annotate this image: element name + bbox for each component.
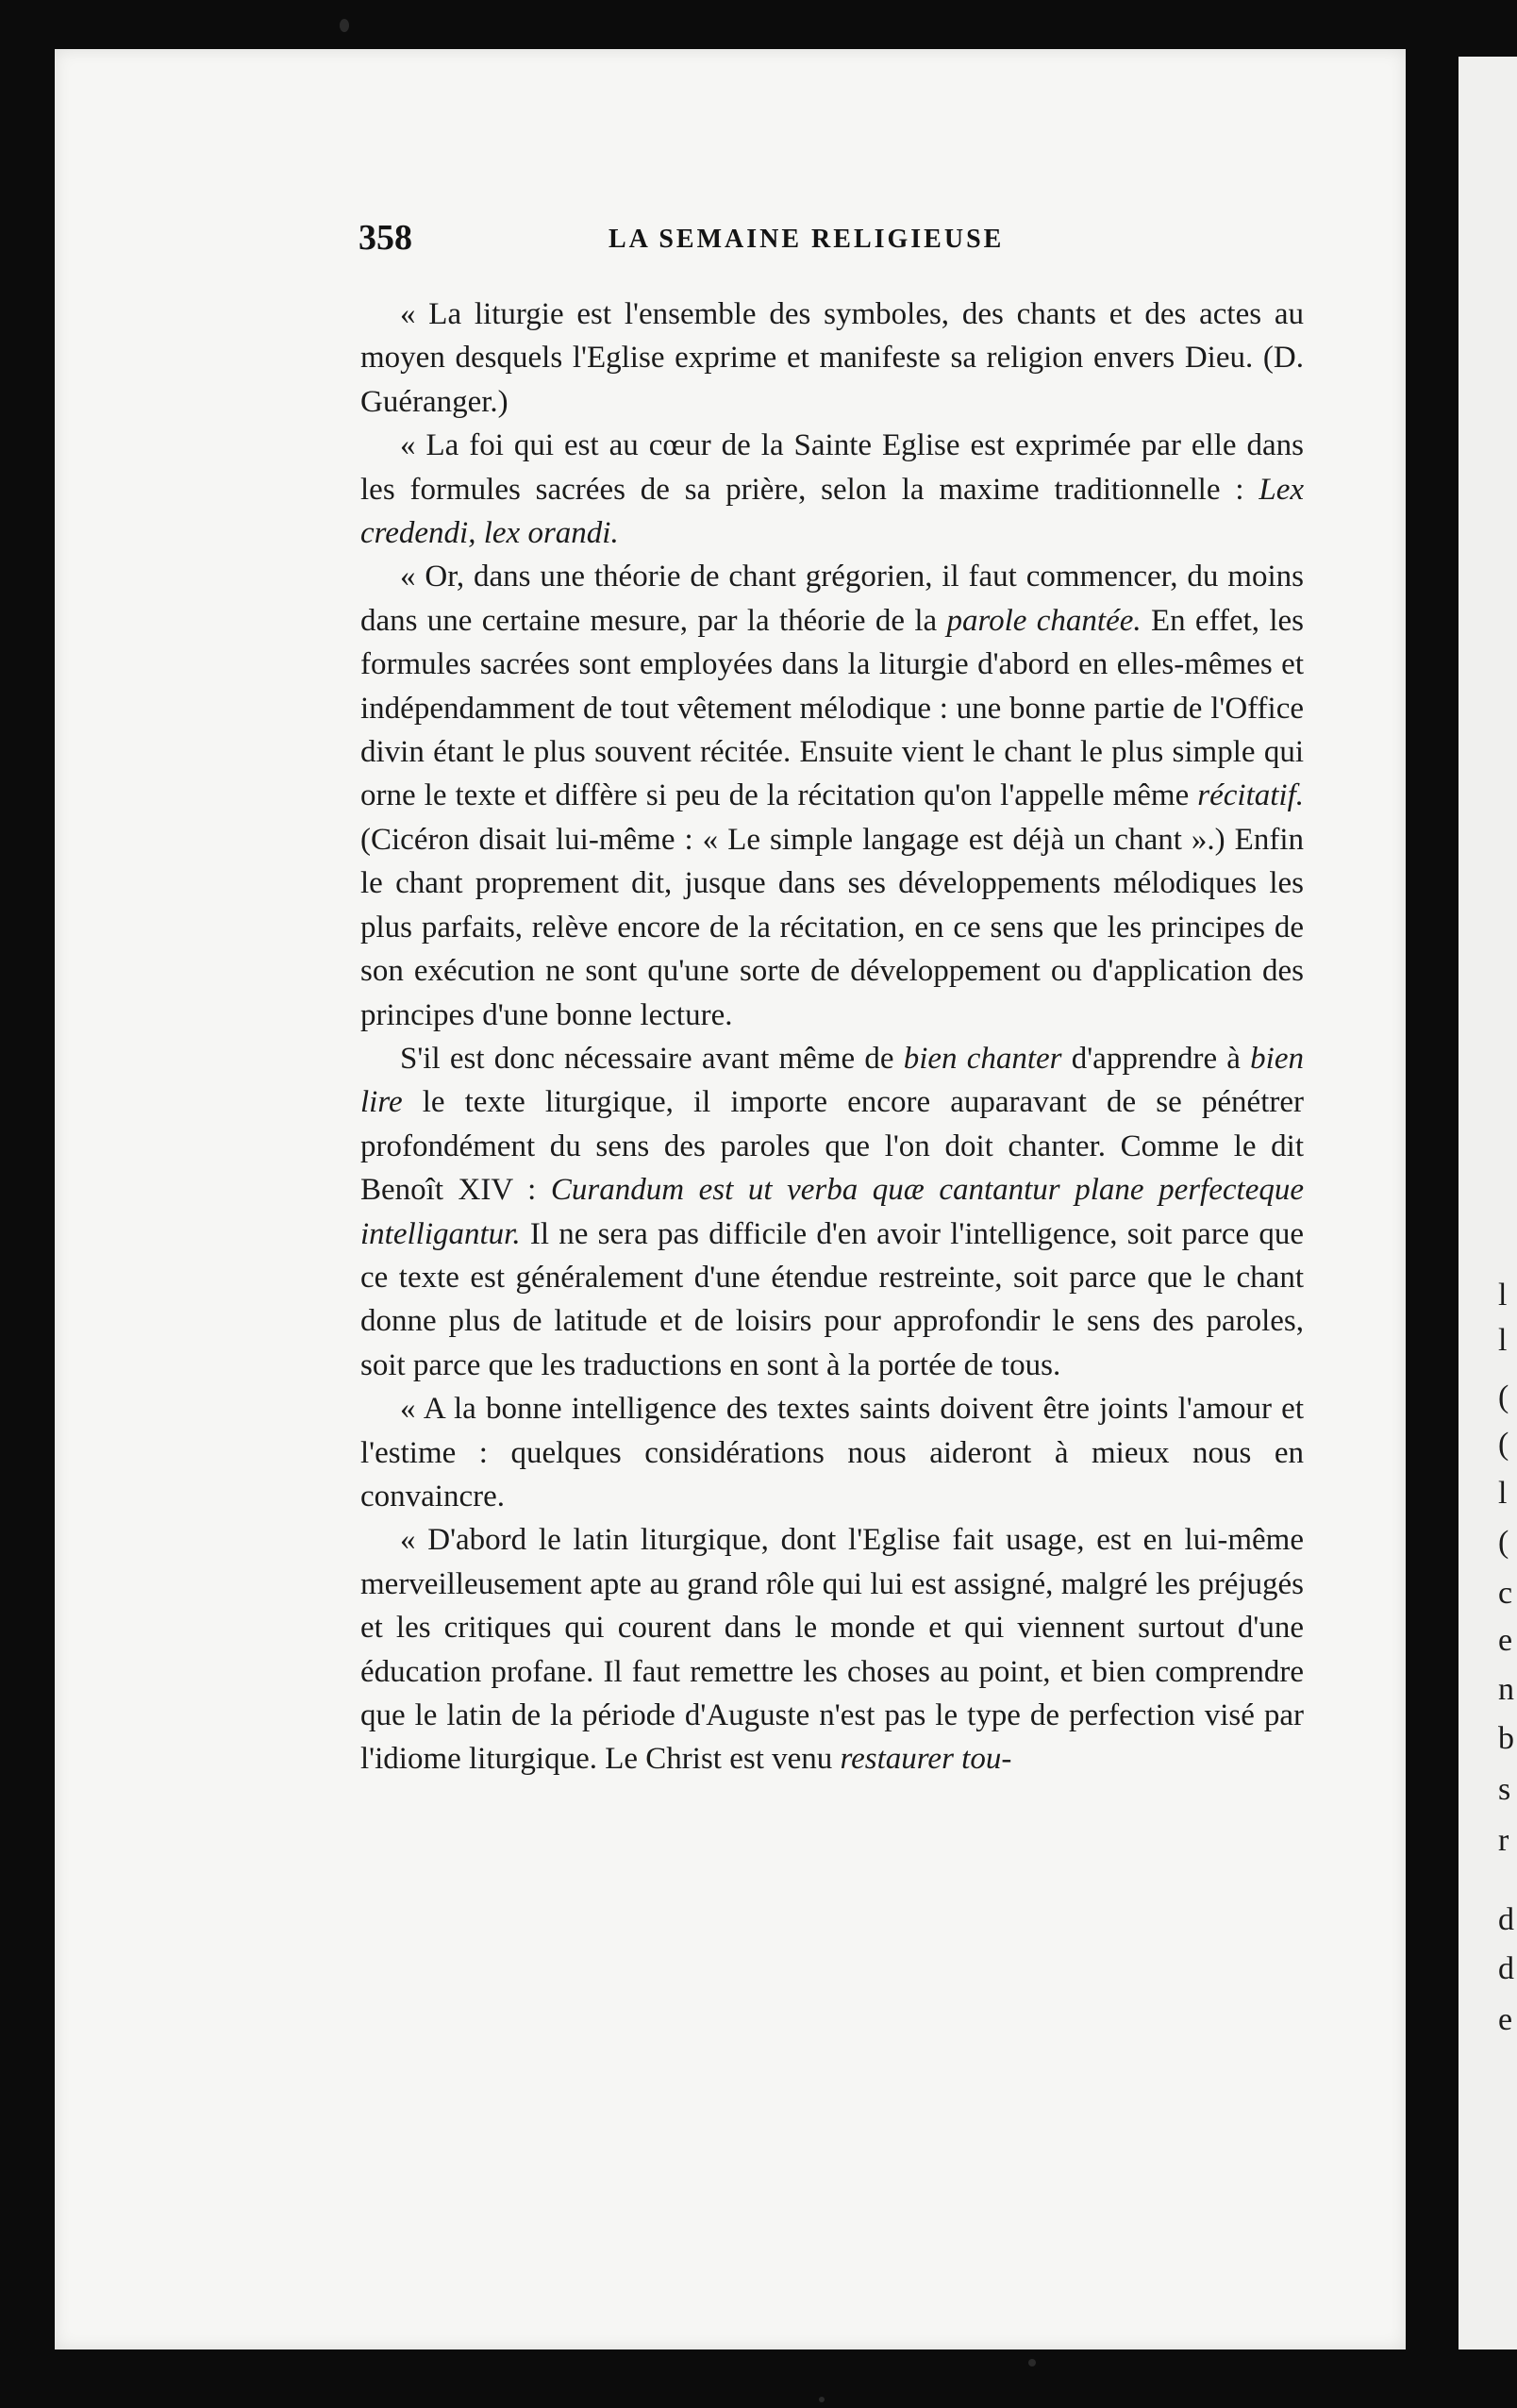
text-run: Il ne sera pas difficile d'en avoir l'intelligence, soit parce que ce texte est généralement d'une étendue restreinte, soit parce que le chant donne plus de latitude et de loisirs pour approfondir le sens des paroles, soit parce que les traductions en sont à la portée de tous. (360, 1216, 1304, 1382)
paragraph (360, 1037, 1304, 1387)
edge-letter: e (1498, 1623, 1513, 1658)
page-number: 358 (358, 218, 412, 258)
edge-letter: n (1498, 1672, 1514, 1707)
edge-letter: l (1498, 1476, 1508, 1511)
italic-text: Lex credendi, lex orandi. (360, 472, 1304, 551)
text-run: d'apprendre à (1061, 1041, 1251, 1076)
text-run: En effet, les formules sacrées sont employées dans la liturgie d'abord en elles-mêmes et indépendamment de tout vêtement mélodique : une bonne partie de l'Office divin étant le plus souvent récitée. Ensuite vient le chant le plus simple qui orne le texte et diffère si peu de la récitation qu'on l'appelle même (360, 603, 1304, 813)
text-run: « La foi qui est au cœur de la Sainte Eglise est exprimée par elle dans les formules sacrées de sa prière, selon la maxime traditionnelle : (360, 428, 1304, 507)
edge-letter: d (1498, 1951, 1514, 1986)
edge-letter: ( (1498, 1427, 1509, 1462)
scan-speck (1028, 2359, 1036, 2366)
paragraph (360, 424, 1304, 555)
page-body-text (360, 293, 1304, 1781)
adjacent-page-edge (1459, 57, 1517, 2349)
scan-speck (340, 19, 349, 32)
edge-letter: l (1498, 1278, 1508, 1313)
page-header (358, 217, 1330, 264)
text-run: « La liturgie est l'ensemble des symboles, des chants et des actes au moyen desquels l'Eglise exprime et manifeste sa religion envers Dieu. (D. Guéranger.) (360, 297, 1304, 419)
italic-text: bien chanter (903, 1041, 1062, 1076)
italic-text: récitatif. (1197, 778, 1304, 813)
italic-text: restaurer tou- (840, 1742, 1012, 1777)
edge-letter: s (1498, 1772, 1511, 1807)
edge-letter: ( (1498, 1525, 1509, 1560)
scan-speck (819, 2397, 825, 2402)
edge-letter: b (1498, 1721, 1514, 1756)
text-run: le texte liturgique, il importe encore auparavant de se pénétrer profondément du sens des paroles que l'on doit chanter. Comme le dit Benoît XIV : (360, 1085, 1304, 1208)
edge-letter: e (1498, 2002, 1513, 2037)
edge-letter: c (1498, 1576, 1513, 1611)
running-title: LA SEMAINE RELIGIEUSE (608, 225, 1005, 254)
italic-text: parole chantée. (946, 603, 1142, 638)
paragraph (360, 1518, 1304, 1781)
paragraph (360, 555, 1304, 1036)
text-run: « Or, dans une théorie de chant grégorien, il faut commencer, du moins dans une certaine mesure, par la théorie de la (360, 560, 1304, 638)
edge-letter: l (1498, 1323, 1508, 1358)
text-run: S'il est donc nécessaire avant même de (400, 1041, 904, 1076)
edge-letter: ( (1498, 1380, 1509, 1414)
paragraph (360, 293, 1304, 424)
text-run: « A la bonne intelligence des textes saints doivent être joints l'amour et l'estime : quelques considérations nous aideront à mieux nous en convaincre. (360, 1392, 1304, 1513)
text-run: (Cicéron disait lui-même : « Le simple langage est déjà un chant ».) Enfin le chant proprement dit, jusque dans ses développements mélodiques les plus parfaits, relève encore de la récitation, en ce sens que les principes de son exécution ne sont qu'une sorte de développement ou d'application des principes d'une bonne lecture. (360, 822, 1304, 1032)
italic-text: bien lire (360, 1041, 1304, 1120)
edge-letter: r (1498, 1823, 1509, 1858)
edge-letter: d (1498, 1902, 1514, 1937)
text-run: « D'abord le latin liturgique, dont l'Eglise fait usage, est en lui-même merveilleusement apte au grand rôle qui lui est assigné, malgré les préjugés et les critiques qui courent dans le monde et qui viennent surtout d'une éducation profane. Il faut remettre les choses au point, et bien comprendre que le latin de la période d'Auguste n'est pas le type de perfection visé par l'idiome liturgique. Le Christ est venu (360, 1523, 1304, 1777)
paragraph (360, 1387, 1304, 1518)
italic-text: Curandum est ut verba quæ cantantur plane perfecteque intelligantur. (360, 1173, 1304, 1251)
